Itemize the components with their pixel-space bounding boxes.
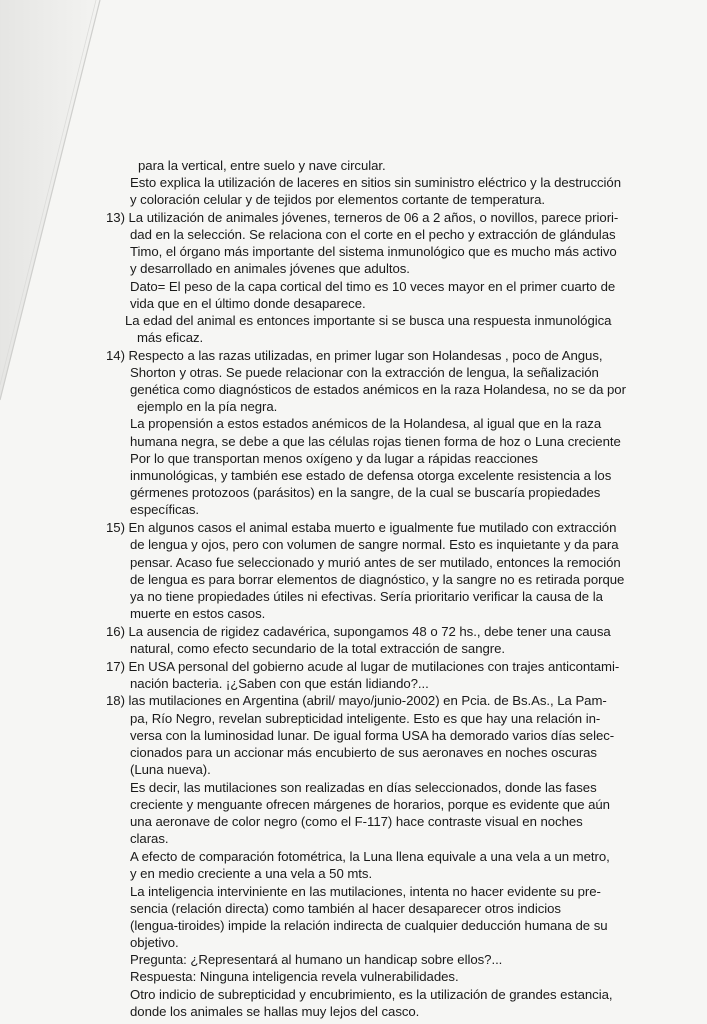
text-line: A efecto de comparación fotométrica, la Luna llena equivale a una vela a un metro, xyxy=(130,849,610,864)
text-line: Es decir, las mutilaciones son realizadas en días seleccionados, donde las fases xyxy=(130,780,597,795)
text-line: y en medio creciente a una vela a 50 mts. xyxy=(130,866,373,881)
text-line: objetivo. xyxy=(130,935,179,950)
text-line: pa, Río Negro, revelan subrepticidad inteligente. Esto es que hay una relación in- xyxy=(130,711,601,726)
text-line: (lengua-tiroides) impide la relación indirecta de cualquier deducción humana de su xyxy=(130,918,608,933)
text-line: ya no tiene propiedades útiles ni efectivas. Sería prioritario verificar la causa de la xyxy=(130,589,603,604)
text-line: de lengua es para borrar elementos de diagnóstico, y la sangre no es retirada porque xyxy=(130,572,625,587)
text-line: 17) En USA personal del gobierno acude al lugar de mutilaciones con trajes anticontami- xyxy=(106,659,620,674)
text-line: versa con la luminosidad lunar. De igual forma USA ha demorado varios días selec- xyxy=(130,728,615,743)
text-line: Esto explica la utilización de laceres en sitios sin suministro eléctrico y la destrucción xyxy=(130,175,621,190)
text-line: Otro indicio de subrepticidad y encubrimiento, es la utilización de grandes estancia, xyxy=(130,987,613,1002)
text-line: vida que en el último donde desaparece. xyxy=(130,296,366,311)
text-line: genética como diagnósticos de estados anémicos en la raza Holandesa, no se da por xyxy=(130,382,626,397)
text-line: cionados para un accionar más encubierto de sus aeronaves en noches oscuras xyxy=(130,745,597,760)
text-line: de lengua y ojos, pero con volumen de sangre normal. Esto es inquietante y da para xyxy=(130,537,619,552)
text-line: muerte en estos casos. xyxy=(130,606,266,621)
text-line: natural, como efecto secundario de la total extracción de sangre. xyxy=(130,641,506,656)
text-line: una aeronave de color negro (como el F-117) hace contraste visual en noches xyxy=(130,814,583,829)
text-line: Por lo que transportan menos oxígeno y da lugar a rápidas reacciones xyxy=(130,451,538,466)
text-line: 13) La utilización de animales jóvenes, terneros de 06 a 2 años, o novillos, parece priori- xyxy=(106,210,619,225)
text-line: Timo, el órgano más importante del sistema inmunológico que es mucho más activo xyxy=(130,244,617,259)
text-line: gérmenes protozoos (parásitos) en la sangre, de la cual se buscaría propiedades xyxy=(130,485,601,500)
text-line: 15) En algunos casos el animal estaba muerto e igualmente fue mutilado con extracción xyxy=(106,520,617,535)
text-line: Pregunta: ¿Representará al humano un handicap sobre ellos?... xyxy=(130,952,503,967)
text-line: para la vertical, entre suelo y nave circular. xyxy=(138,158,386,173)
text-line: La inteligencia interviniente en las mutilaciones, intenta no hacer evidente su pre- xyxy=(130,884,601,899)
text-line: inmunológicas, y también ese estado de defensa otorga excelente resistencia a los xyxy=(130,468,612,483)
text-line: Respuesta: Ninguna inteligencia revela vulnerabilidades. xyxy=(130,969,459,984)
text-line: más eficaz. xyxy=(137,330,204,345)
text-line: (Luna nueva). xyxy=(130,762,211,777)
text-line: La propensión a estos estados anémicos de la Holandesa, al igual que en la raza xyxy=(130,416,602,431)
text-line: específicas. xyxy=(130,502,200,517)
text-line: creciente y menguante ofrecen márgenes de horarios, porque es evidente que aún xyxy=(130,797,610,812)
text-line: Shorton y otras. Se puede relacionar con la extracción de lengua, la señalización xyxy=(130,365,599,380)
text-line: dad en la selección. Se relaciona con el corte en el pecho y extracción de glándulas xyxy=(130,227,616,242)
text-line: humana negra, se debe a que las células rojas tienen forma de hoz o Luna creciente xyxy=(130,434,621,449)
text-line: claras. xyxy=(130,831,169,846)
text-line: pensar. Acaso fue seleccionado y murió antes de ser mutilado, entonces la remoción xyxy=(130,555,621,570)
text-line: sencia (relación directa) como también al hacer desaparecer otros indicios xyxy=(130,901,561,916)
text-line: nación bacteria. ¡¿Saben con que están lidiando?... xyxy=(130,676,429,691)
text-line: 18) las mutilaciones en Argentina (abril/ mayo/junio-2002) en Pcia. de Bs.As., La Pam- xyxy=(106,693,607,708)
text-line: Dato= El peso de la capa cortical del timo es 10 veces mayor en el primer cuarto de xyxy=(130,279,616,294)
text-line: y coloración celular y de tejidos por elementos cortante de temperatura. xyxy=(130,192,545,207)
text-line: ejemplo en la pía negra. xyxy=(137,399,278,414)
text-line: 14) Respecto a las razas utilizadas, en primer lugar son Holandesas , poco de Angus, xyxy=(106,348,603,363)
text-line: La edad del animal es entonces importante si se busca una respuesta inmunológica xyxy=(125,313,612,328)
text-line: y desarrollado en animales jóvenes que adultos. xyxy=(130,261,410,276)
text-line: donde los animales se hallas muy lejos del casco. xyxy=(130,1004,420,1019)
text-line: 16) La ausencia de rigidez cadavérica, supongamos 48 o 72 hs., debe tener una causa xyxy=(106,624,611,639)
